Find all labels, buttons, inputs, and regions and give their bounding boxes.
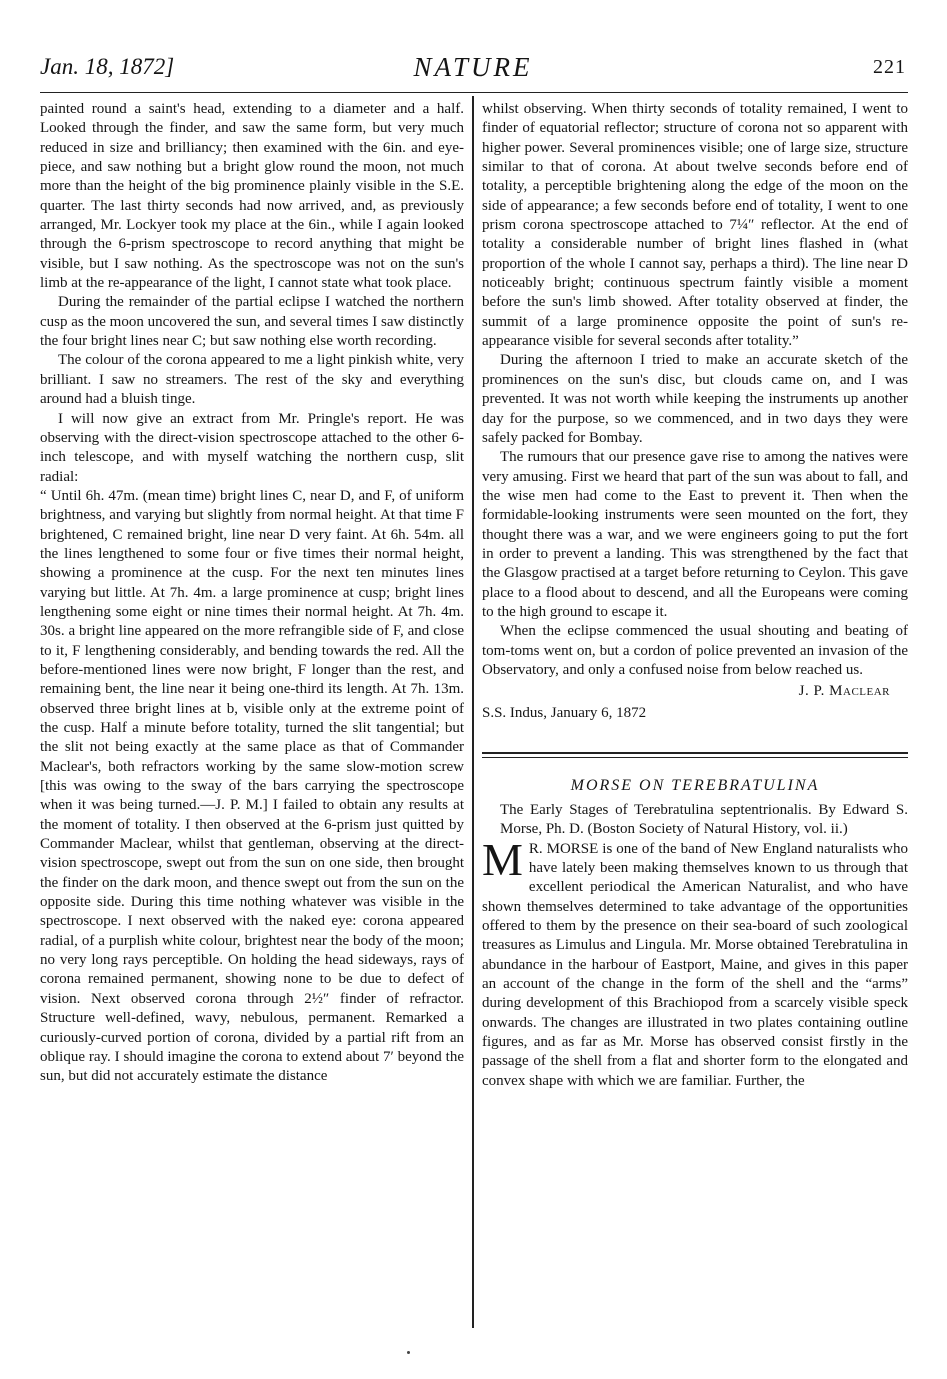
article-separator: [482, 752, 908, 754]
issue-date: Jan. 18, 1872]: [40, 54, 175, 79]
paragraph: The rumours that our presence gave rise to among the natives were very amusing. First we heard that part of the sun was about to fall, and the wise men had come to the East to prevent it. Then when the formidable-looking instruments were seen mounted on the fort, they thought there was a war, and we were engineers going to put the fort in order to prevent a landing. This was strengthened by the fact that the Glasgow practised at a target before returning to Ceylon. This gave place to a flood about to descend, and all the Europeans were coming to the high ground to escape it.: [482, 449, 908, 620]
author-signature: J. P. Maclear: [798, 683, 890, 700]
paragraph: When the eclipse commenced the usual shouting and beating of tom-toms went on, but a cordon of police prevented an invasion of the Observatory, and only a confused noise from below reached us.: [482, 623, 908, 678]
paragraph: The colour of the corona appeared to me a light pinkish white, very brilliant. I saw no streamers. The rest of the sky and everything around had a bluish tinge.: [40, 352, 464, 408]
signature-row: [482, 682, 908, 704]
paragraph: During the afternoon I tried to make an accurate sketch of the prominences on the sun's disc, but clouds came on, and I was prevented. It was not worth while keeping the instruments up another day for the purpose, so we commenced, and in two days they were safely packed for Bombay.: [482, 352, 908, 446]
paragraph: I will now give an extract from Mr. Pringle's report. He was observing with the direct-vision spectroscope attached to the other 6-inch telescope, and with myself watching the northern cusp, slit radial:: [40, 410, 464, 485]
print-speck: [407, 1351, 410, 1354]
page-header: [40, 54, 906, 88]
article-body: [482, 833, 908, 1091]
header-rule: [40, 92, 908, 93]
article-body-text: R. MORSE is one of the band of New England naturalists who have lately been making themselves known to us through that excellent periodical the American Naturalist, and who have shown themselves determined to take advantage of the opportunities offered to them by the presence on their sea-board of such zoological treasures as Limulus and Lingula. Mr. Morse obtained Terebratulina in abundance in the harbour of Eastport, Maine, and gives in this paper an account of the change in the form of the shell and the “arms” during development of this Brachiopod from a scarcely visible speck onwards. The changes are illustrated in two plates containing outline figures, and as far as Mr. Morse has observed consist firstly in the passage of the shell from a flat and shorter form to the elongated and convex shape with which we are familiar. Further, the: [482, 840, 908, 1089]
left-column: [40, 100, 464, 1087]
column-divider: [472, 96, 474, 1328]
paragraph: During the remainder of the partial eclipse I watched the northern cusp as the moon uncovered the sun, and several times I saw distinctly the four bright lines near C; but saw nothing else worth recording.: [40, 294, 464, 350]
page-number: 221: [873, 56, 906, 78]
dateline: S.S. Indus, January 6, 1872: [482, 705, 647, 722]
article-separator-thin: [482, 757, 908, 758]
paragraph: painted round a saint's head, extending to a diameter and a half. Looked through the finder, and saw the same form, but very much reduced in size and brilliancy; then examined with the 6in. and eye-piece, and saw nothing but a bright glow round the moon, not much more than the height of the big prominence plainly visible in the S.E. quarter. The last thirty seconds had now arrived, and, as previously arranged, Mr. Lockyer took my place at the 6in., while I again looked through the 6-prism spectroscope to record anything that might be visible, but I saw nothing. As the spectroscope was not on the sun's limb at the re-appearance of the light, I cannot state what took place.: [40, 101, 464, 292]
paragraph: whilst observing. When thirty seconds of totality remained, I went to finder of equatorial reflector; structure of corona not so apparent with higher power. Several prominences visible; one of large size, structure similar to that of corona. At about twelve seconds before end of totality, a perceptible brightening along the edge of the moon on the side of appearance; a few seconds before end of totality, I went to one prism corona spectroscope attached to 7¼″ reflector. At the end of totality a considerable number of bright lines flashed in (what proportion of the whole I cannot say, perhaps a third). The line near D noticeably bright; continuous spectrum faintly visible a moment before the sun's limb showed. After totality observed at finder, the summit of a large prominence opposite the point of sun's re-appearance visible for several seconds after totality.”: [482, 101, 908, 350]
journal-title: NATURE: [413, 52, 533, 82]
quoted-report: “ Until 6h. 47m. (mean time) bright lines C, near D, and F, of uniform brightness, and varying but slightly from normal height. At that time F brightened, C remained bright, line near D very faint. At 6h. 54m. all the lines lengthened to some four or five times their normal height, showing a prominence at the cusp. For the next ten minutes lines varying but little. At 7h. 4m. a large prominence at cusp; bright lines lengthening some eight or nine times their normal height. At 7h. 4m. 30s. a bright line appeared on the more refrangible side of F, and close to it, F lengthening considerably, and bending towards the red. All the before-mentioned lines were now bright, F longer than the rest, and remaining bent, the line near it being one-third its length. At 7h. 13m. observed three bright lines at b, visible only at the extreme point of the cusp. Half a minute before totality, turned the slit tangential; but the slit not being exactly at the same place as that of Commander Maclear's, both refractors working by the same slow-motion screw [this was owing to the sway of the bars carrying the spectroscope when it was being turned.—J. P. M.] I failed to obtain any results at the moment of totality. I then observed at the 6-prism just quitted by Commander Maclear, whilst that gentleman, observing at the direct-vision spectroscope, swept out from the sun on one side, then brought the finder on the dark moon, and thence swept out from the sun on the opposite side. During this time nothing whatever was visible in the spectroscope. I next observed with the naked eye: corona appeared radial, of a purplish white colour, brightest near the body of the moon; no very long rays perceptible. On holding the head sideways, rays of corona remained permanent, showing none to be due to defect of vision. Next observed corona through 2½″ finder of refractor. Structure well-defined, wavy, nebulous, permanent. Remarked a curiously-curved portion of corona, divided by a partial rift from an oblique ray. I should imagine the corona to extend about 7′ beyond the sun, but did not accurately estimate the distance: [40, 487, 464, 1085]
right-column: [482, 100, 908, 1091]
article-title: MORSE ON TEREBRATULINA: [570, 776, 820, 794]
review-reference: The Early Stages of Terebratulina septentrionalis. By Edward S. Morse, Ph. D. (Boston Society of Natural History, vol. ii.): [500, 802, 908, 838]
drop-cap: M: [482, 833, 523, 885]
